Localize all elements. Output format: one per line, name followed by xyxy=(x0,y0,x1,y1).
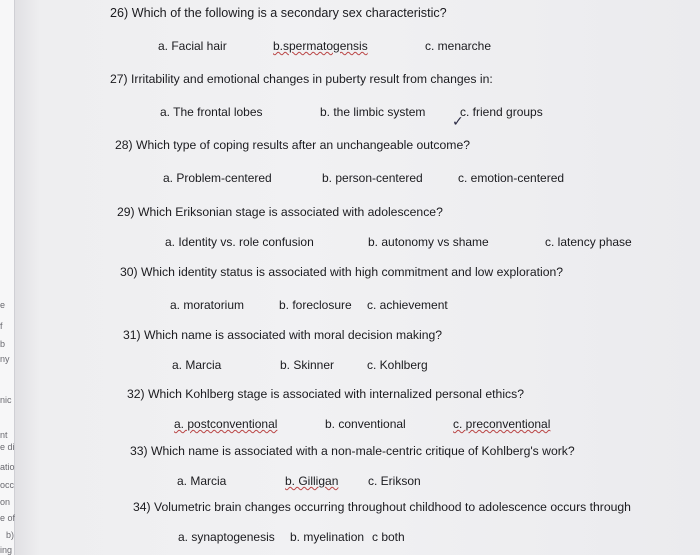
adjacent-page-edge xyxy=(0,0,15,555)
option-b[interactable]: b. myelination xyxy=(290,530,365,544)
option-c[interactable]: c. emotion-centered xyxy=(458,171,565,185)
question-32: 32) Which Kohlberg stage is associated with internalized personal ethics? xyxy=(127,387,524,401)
option-c[interactable]: c. Erikson xyxy=(368,474,421,488)
pen-checkmark-icon: ✓ xyxy=(452,113,464,129)
edge-fragment: nic xyxy=(0,395,12,405)
edge-fragment: b xyxy=(0,339,6,349)
option-c[interactable]: c. friend groups xyxy=(460,105,543,119)
edge-fragment: e of xyxy=(0,513,16,523)
option-c[interactable]: c. achievement xyxy=(367,298,448,312)
edge-fragment: ny xyxy=(0,354,10,364)
question-34: 34) Volumetric brain changes occurring throughout childhood to adolescence occurs through xyxy=(133,500,631,514)
option-b[interactable]: b. autonomy vs shame xyxy=(368,235,489,249)
edge-fragment: ing xyxy=(0,545,13,555)
question-26: 26) Which of the following is a secondary sex characteristic? xyxy=(110,6,447,20)
question-30: 30) Which identity status is associated with high commitment and low exploration? xyxy=(120,265,564,279)
option-a[interactable]: a. The frontal lobes xyxy=(160,105,263,119)
question-33: 33) Which name is associated with a non-male-centric critique of Kohlberg's work? xyxy=(130,444,575,458)
edge-fragment: b) xyxy=(6,530,15,540)
option-a[interactable]: a. Marcia xyxy=(177,474,227,488)
edge-fragment: atio xyxy=(0,462,15,472)
edge-fragment: e xyxy=(0,300,6,310)
option-c[interactable]: c. latency phase xyxy=(545,235,632,249)
option-c[interactable]: c. menarche xyxy=(425,39,492,53)
option-b[interactable]: b. person-centered xyxy=(322,171,423,185)
option-a[interactable]: a. moratorium xyxy=(170,298,245,312)
option-b[interactable]: b. foreclosure xyxy=(279,298,352,312)
option-b[interactable]: b. Gilligan xyxy=(285,474,339,488)
question-27: 27) Irritability and emotional changes in puberty result from changes in: xyxy=(110,72,493,86)
option-a[interactable]: a. synaptogenesis xyxy=(178,530,275,544)
option-b[interactable]: b.spermatogensis xyxy=(273,39,368,53)
option-a[interactable]: a. Marcia xyxy=(172,358,222,372)
option-c[interactable]: c. preconventional xyxy=(453,417,551,431)
option-a[interactable]: a. Problem-centered xyxy=(163,171,272,185)
edge-fragment: on xyxy=(0,497,11,507)
option-a[interactable]: a. postconventional xyxy=(174,417,278,431)
option-b[interactable]: b. Skinner xyxy=(280,358,335,372)
option-c[interactable]: c both xyxy=(372,530,405,544)
edge-fragment: nt xyxy=(0,430,8,440)
edge-fragment: f xyxy=(0,321,3,331)
option-c[interactable]: c. Kohlberg xyxy=(367,358,428,372)
option-b[interactable]: b. the limbic system xyxy=(320,105,426,119)
question-28: 28) Which type of coping results after an unchangeable outcome? xyxy=(115,138,471,152)
question-29: 29) Which Eriksonian stage is associated with adolescence? xyxy=(117,205,443,219)
edge-fragment: e di xyxy=(0,442,15,452)
option-b[interactable]: b. conventional xyxy=(325,417,406,431)
option-a[interactable]: a. Identity vs. role confusion xyxy=(165,235,314,249)
question-31: 31) Which name is associated with moral decision making? xyxy=(123,328,443,342)
option-a[interactable]: a. Facial hair xyxy=(158,39,227,53)
edge-fragment: occ xyxy=(0,480,15,490)
